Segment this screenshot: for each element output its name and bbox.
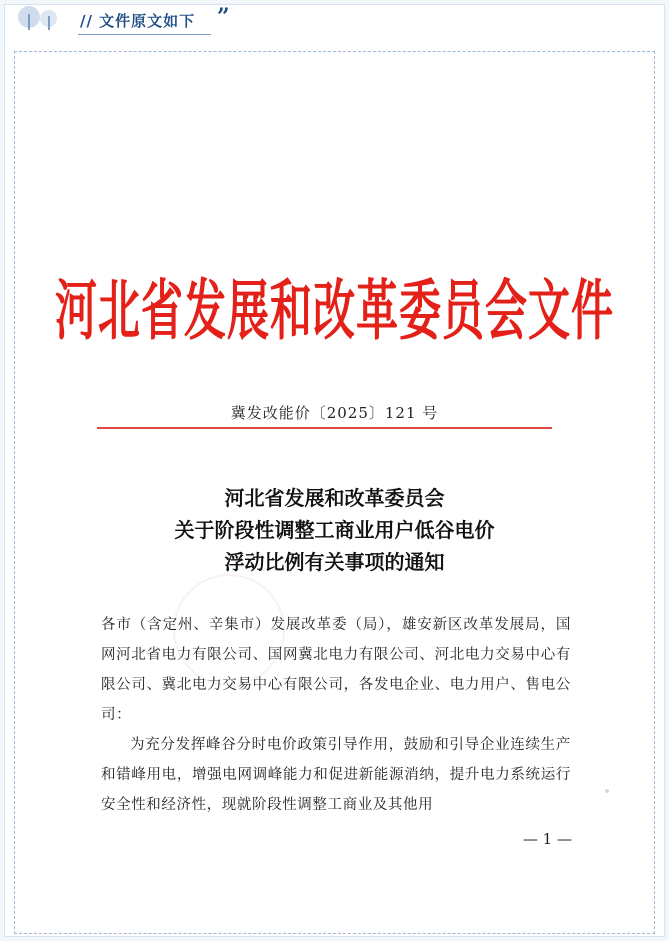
document-number: 冀发改能价〔2025〕121 号 bbox=[230, 404, 439, 422]
document-image bbox=[14, 51, 655, 934]
stem-decoration bbox=[28, 14, 30, 30]
stem-decoration-2 bbox=[48, 16, 50, 30]
quote-icon: ” bbox=[217, 4, 230, 30]
scan-speck bbox=[605, 789, 609, 793]
body-paragraph: 为充分发挥峰谷分时电价政策引导作用，鼓励和引导企业连续生产和错峰用电，增强电网调峰能力和促进新能源消纳，提升电力系统运行安全性和经济性，现就阶段性调整工商业及其他用 bbox=[101, 737, 571, 813]
section-header bbox=[0, 0, 669, 46]
red-separator-line bbox=[97, 427, 552, 429]
title-line: 浮动比例有关事项的通知 bbox=[224, 550, 445, 574]
red-header-title: 河北省发展和改革委员会文件 bbox=[54, 272, 614, 349]
title-line: 关于阶段性调整工商业用户低谷电价 bbox=[174, 518, 495, 542]
section-title-underline bbox=[78, 34, 211, 35]
document-title bbox=[15, 482, 654, 578]
document-body bbox=[101, 610, 571, 820]
recipients-paragraph: 各市（含定州、辛集市）发展改革委（局），雄安新区改革发展局，国网河北省电力有限公司、国网冀北电力有限公司、河北电力交易中心有限公司、冀北电力交易中心有限公司，各发电企业、电力用户、售电公司： bbox=[101, 617, 571, 723]
section-title: // 文件原文如下 bbox=[80, 12, 196, 30]
title-line: 河北省发展和改革委员会 bbox=[224, 486, 445, 510]
page-number: — 1 — bbox=[522, 830, 572, 848]
